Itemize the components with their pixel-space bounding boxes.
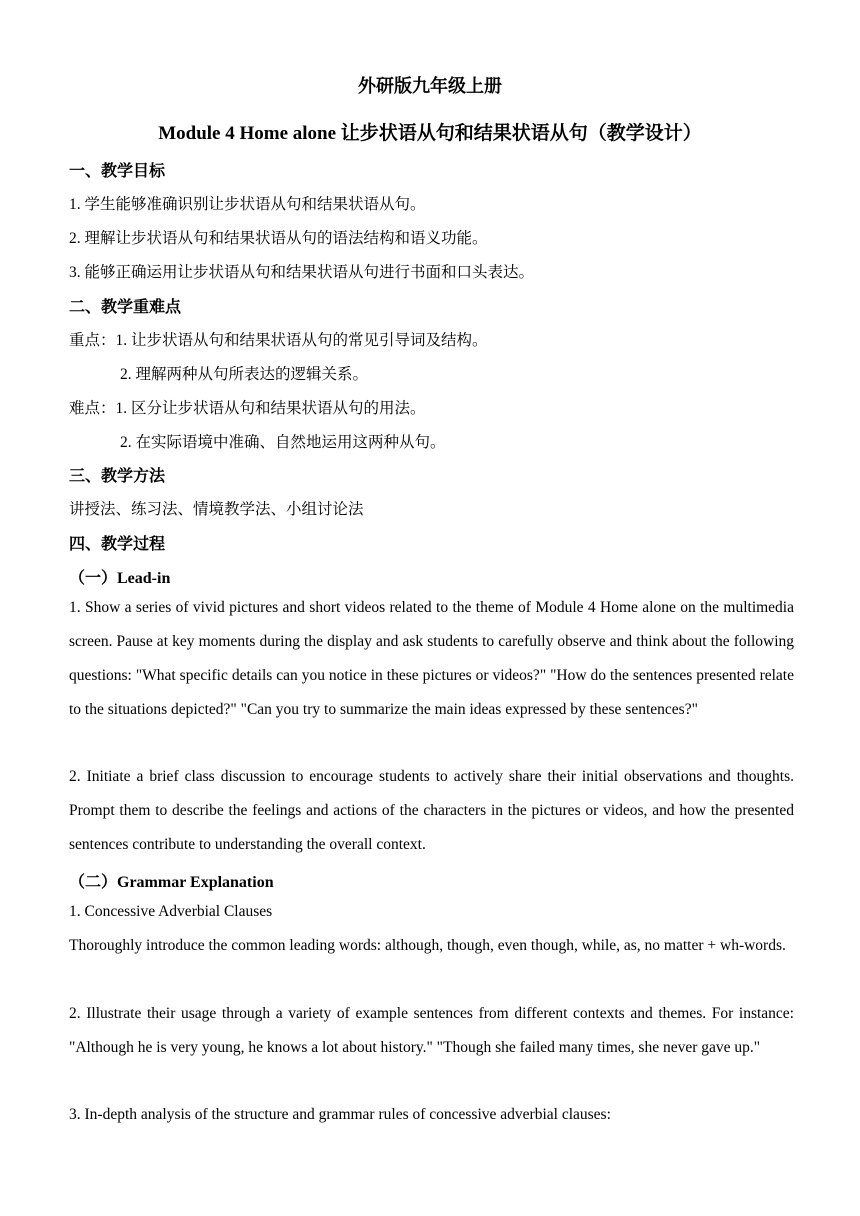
grammar-item-title: 1. Concessive Adverbial Clauses [69, 903, 273, 920]
key-point-item: 2. 理解两种从句所表达的逻辑关系。 [120, 366, 369, 383]
difficulty-item: 难点：1. 区分让步状语从句和结果状语从句的用法。 [69, 400, 426, 417]
doc-title-lesson: Module 4 Home alone 让步状语从句和结果状语从句（教学设计） [158, 123, 702, 144]
grammar-item-structure: 3. In-depth analysis of the structure and grammar rules of concessive adverbial clauses: [69, 1106, 611, 1123]
objective-item: 2. 理解让步状语从句和结果状语从句的语法结构和语义功能。 [69, 230, 488, 247]
subheading-grammar-explanation: （二）Grammar Explanation [69, 874, 274, 891]
objective-item: 1. 学生能够准确识别让步状语从句和结果状语从句。 [69, 196, 426, 213]
objective-item: 3. 能够正确运用让步状语从句和结果状语从句进行书面和口头表达。 [69, 264, 535, 281]
key-point-item: 重点：1. 让步状语从句和结果状语从句的常见引导词及结构。 [69, 332, 488, 349]
doc-title-textbook: 外研版九年级上册 [358, 76, 502, 96]
section-heading-process: 四、教学过程 [69, 536, 166, 553]
lead-in-paragraph-1: 1. Show a series of vivid pictures and short videos related to the theme of Module 4 Home alone on the multimedia screen. Pause at key moments during the display and ask students to carefully observe and think about the following questions: "What specific details can you notice in these pictures or videos?" "How do the sentences presented relate to the situations depicted?" "Can you try to summarize the main ideas expressed by these sentences?" [69, 599, 794, 718]
subheading-lead-in: （一）Lead-in [69, 570, 171, 587]
methods-text: 讲授法、练习法、情境教学法、小组讨论法 [69, 501, 364, 518]
lead-in-paragraph-2: 2. Initiate a brief class discussion to encourage students to actively share their initial observations and thoughts. Prompt them to describe the feelings and actions of the characters in the pictures or videos, and how the presented sentences contribute to understanding the overall context. [69, 768, 794, 853]
section-heading-key-points: 二、教学重难点 [69, 299, 182, 316]
grammar-item-examples: 2. Illustrate their usage through a variety of example sentences from different contexts and themes. For instance: "Although he is very young, he knows a lot about history." "Though she failed many times, she never gave up." [69, 1005, 794, 1056]
section-heading-objectives: 一、教学目标 [69, 163, 166, 180]
section-heading-methods: 三、教学方法 [69, 468, 166, 485]
grammar-item-detail: Thoroughly introduce the common leading words: although, though, even though, while, as, no matter + wh-words. [69, 937, 786, 954]
difficulty-item: 2. 在实际语境中准确、自然地运用这两种从句。 [120, 434, 446, 451]
